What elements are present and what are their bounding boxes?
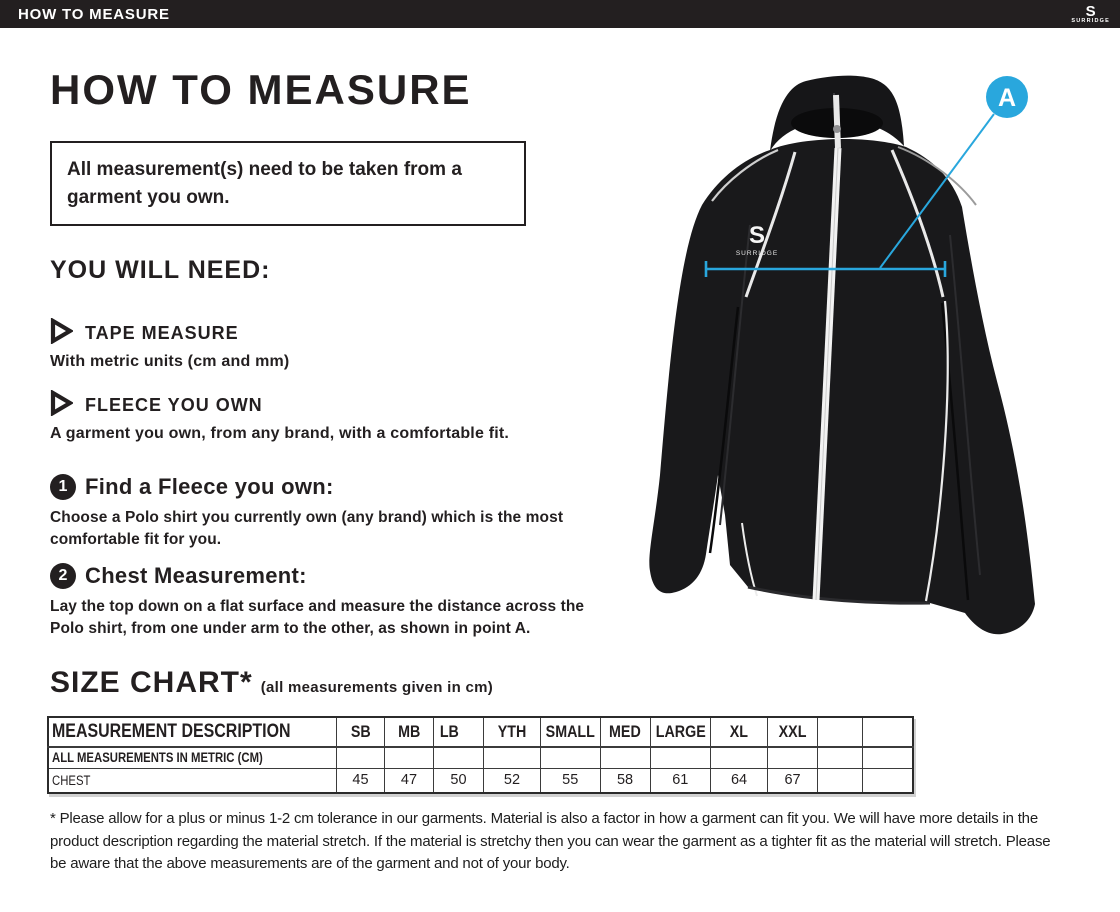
size-cell <box>863 768 913 793</box>
header-cell: MED <box>600 717 650 747</box>
point-a-label: A <box>997 84 1017 112</box>
page-title: HOW TO MEASURE <box>50 66 472 113</box>
header-cell: MB <box>384 717 433 747</box>
row-label: CHEST <box>48 768 336 793</box>
step-title: Chest Measurement: <box>85 563 307 588</box>
jacket-body <box>649 139 1035 634</box>
you-will-need-heading: YOU WILL NEED: <box>50 256 271 284</box>
need-item-title: FLEECE YOU OWN <box>85 395 263 415</box>
garment-logo-s-icon: S <box>748 222 766 249</box>
size-cell <box>483 747 540 768</box>
size-cell: 45 <box>336 768 384 793</box>
table-row <box>48 747 913 768</box>
size-cell: 67 <box>768 768 818 793</box>
need-item-description: A garment you own, from any brand, with a comfortable fit. <box>50 425 510 442</box>
header-cell <box>818 717 863 747</box>
need-item-tape-measure <box>50 318 289 371</box>
size-cell: 55 <box>540 768 600 793</box>
zipper-collar <box>836 95 838 148</box>
notice-text: All measurement(s) need to be taken from a garment you own. <box>67 159 462 208</box>
need-item-description: With metric units (cm and mm) <box>50 353 290 370</box>
step-2 <box>50 563 615 640</box>
size-cell <box>818 768 863 793</box>
size-cell <box>863 747 913 768</box>
size-cell <box>336 747 384 768</box>
table-header-row <box>48 717 913 747</box>
size-cell <box>818 747 863 768</box>
size-chart-heading-row <box>50 666 493 700</box>
header-cell: XXL <box>768 717 818 747</box>
disclaimer-text: * Please allow for a plus or minus 1-2 cm tolerance in our garments. Material is also a factor in how a garment can fit you. We will have more details in the product description regarding the material stretch. If the material is stretchy then you can wear the garment as a tighter fit as the material will stretch. Please be aware that the above measurements are of the garment and not of your body. <box>50 810 1051 872</box>
surridge-s-icon: S <box>1085 2 1096 20</box>
play-triangle-icon <box>50 390 73 421</box>
size-cell <box>711 747 768 768</box>
play-triangle-icon <box>50 318 73 349</box>
step-1 <box>50 474 615 551</box>
size-cell <box>768 747 818 768</box>
header-cell: MEASUREMENT DESCRIPTION <box>48 717 336 747</box>
size-cell <box>384 747 433 768</box>
size-cell: 52 <box>483 768 540 793</box>
size-chart-table <box>47 716 914 794</box>
zipper-pull <box>833 125 841 133</box>
size-chart-subtitle: (all measurements given in cm) <box>260 679 494 696</box>
brand-name: SURRIDGE <box>1071 18 1110 24</box>
size-cell <box>600 747 650 768</box>
notice-box <box>50 141 526 226</box>
header-cell: XL <box>711 717 768 747</box>
step-description: Choose a Polo shirt you currently own (any brand) which is the most comfortable fit for you. <box>50 509 564 548</box>
size-cell <box>650 747 711 768</box>
size-cell: 47 <box>384 768 433 793</box>
step-description: Lay the top down on a flat surface and measure the distance across the Polo shirt, from one under arm to the other, as shown in point A. <box>50 598 585 637</box>
garment-photo <box>630 55 1120 655</box>
header-cell: LB <box>433 717 483 747</box>
need-item-title: TAPE MEASURE <box>85 323 239 343</box>
brand-logo <box>1071 2 1110 25</box>
size-cell: 58 <box>600 768 650 793</box>
garment-logo-text: SURRIDGE <box>735 250 779 257</box>
row-label: ALL MEASUREMENTS IN METRIC (CM) <box>48 747 336 768</box>
header-cell: LARGE <box>650 717 711 747</box>
table-row <box>48 768 913 793</box>
size-cell: 61 <box>650 768 711 793</box>
size-cell: 64 <box>711 768 768 793</box>
step-title: Find a Fleece you own: <box>85 474 334 499</box>
header-cell: YTH <box>483 717 540 747</box>
need-item-fleece <box>50 390 509 443</box>
fleece-jacket-illustration <box>630 55 1120 655</box>
header-cell <box>863 717 913 747</box>
step-number-badge: 1 <box>50 474 76 500</box>
header-cell: SB <box>336 717 384 747</box>
size-chart-table-wrap <box>47 716 914 794</box>
size-cell <box>540 747 600 768</box>
top-bar-title: HOW TO MEASURE <box>18 5 170 23</box>
size-cell <box>433 747 483 768</box>
header-cell: SMALL <box>540 717 600 747</box>
size-cell: 50 <box>433 768 483 793</box>
size-chart-title: SIZE CHART* <box>50 666 253 699</box>
top-bar <box>0 0 1120 28</box>
step-number-badge: 2 <box>50 563 76 589</box>
